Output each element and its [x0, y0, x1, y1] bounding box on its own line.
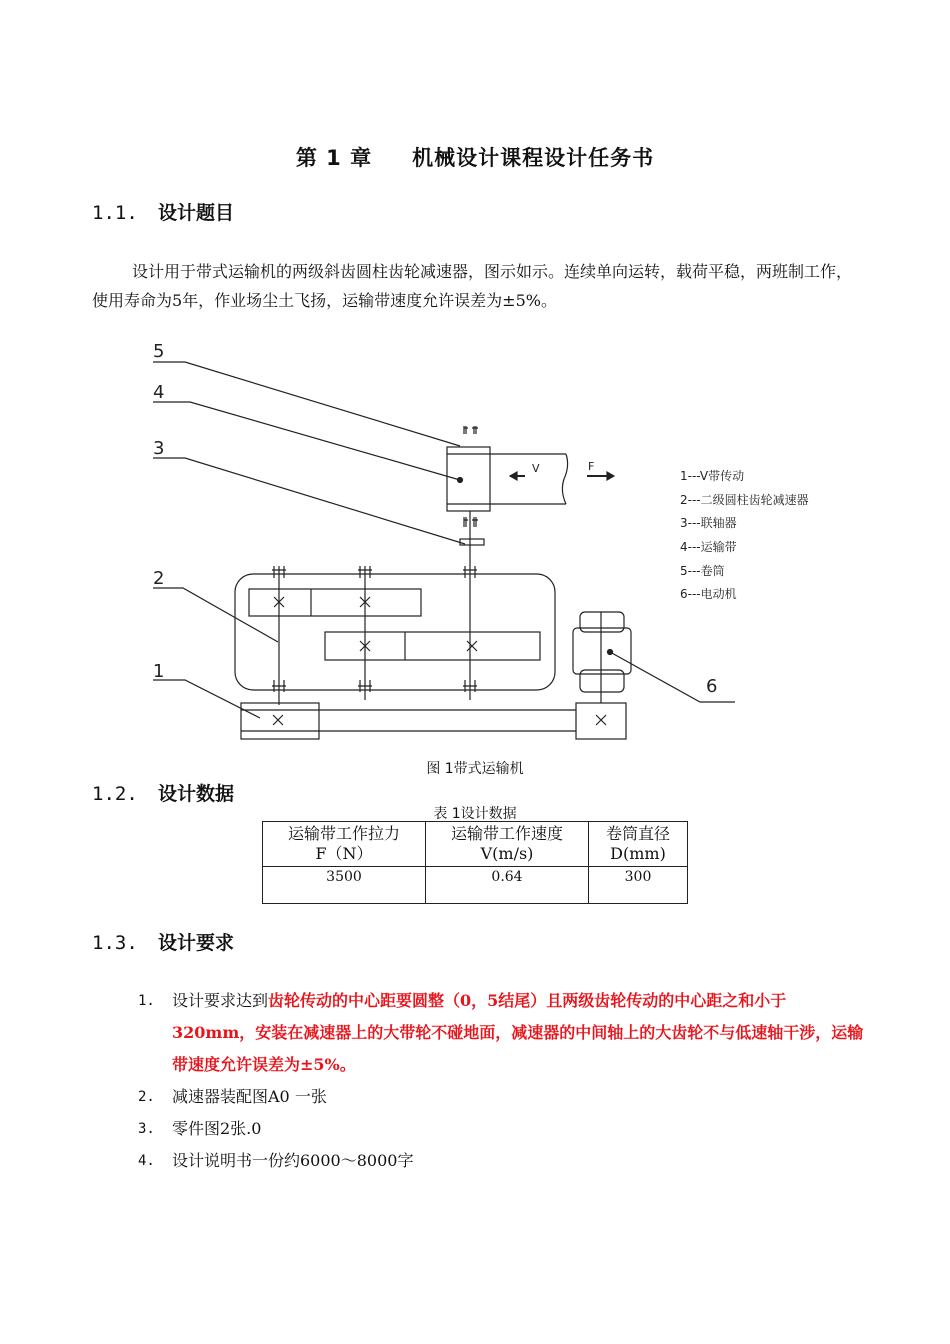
small-pulley	[576, 703, 626, 739]
highlighted-requirement: 齿轮传动的中心距要圆整（0，5结尾）且两级齿轮传动的中心距之和小于320mm，安装在减速器上的大带轮不碰地面，减速器的中间轴上的大齿轮不与低速轴干涉，运输带速度允许误差为±5%。	[172, 991, 864, 1074]
leader-3	[153, 458, 465, 544]
requirements-list	[92, 985, 864, 1177]
velocity-arrowhead	[510, 472, 517, 480]
motor-bottom	[580, 670, 624, 692]
table-cell: 300	[589, 867, 688, 904]
legend-item-5: 5---卷筒	[680, 564, 725, 578]
drum	[447, 447, 490, 511]
list-item: 1. 设计要求达到齿轮传动的中心距要圆整（0，5结尾）且两级齿轮传动的中心距之和小于320mm，安装在减速器上的大带轮不碰地面，减速器的中间轴上的大齿轮不与低速轴干涉，运输带速度允许误差为±5%。	[138, 991, 864, 1074]
callout-1: 1	[153, 661, 165, 682]
gear-pair-upper	[249, 589, 421, 616]
bearing-caps	[272, 570, 477, 686]
gear-cross-lower	[360, 641, 477, 651]
bearings-top	[274, 566, 475, 578]
gear-cross-upper	[274, 597, 370, 607]
drum-center	[458, 478, 463, 483]
section-heading-2	[92, 779, 234, 806]
section-title: 设计题目	[158, 202, 235, 224]
legend-item-6: 6---电动机	[680, 587, 737, 601]
list-item: 3. 零件图2张.0	[138, 1119, 262, 1138]
table-cell: 0.64	[426, 867, 589, 904]
table-header-cell: 运输带工作速度 V(m/s)	[426, 822, 589, 867]
chapter-label: 第 1 章	[295, 146, 373, 170]
callout-6: 6	[706, 676, 718, 697]
leader-2	[153, 588, 278, 642]
table-header-cell: 卷筒直径 D(mm)	[589, 822, 688, 867]
legend-item-2: 2---二级圆柱齿轮减速器	[680, 493, 809, 507]
chapter-heading	[0, 142, 950, 172]
section-paragraph: 设计用于带式运输机的两级斜齿圆柱齿轮减速器，图示如示。连续单向运转，载荷平稳，两班制工作，使用寿命为5年，作业场尘土飞扬，运输带速度允许误差为±5%。	[92, 262, 853, 310]
section-title: 设计数据	[158, 783, 235, 805]
figure-caption: 图 1带式运输机	[426, 761, 524, 777]
callout-2: 2	[153, 568, 165, 589]
list-item: 4. 设计说明书一份约6000～8000字	[138, 1151, 414, 1170]
legend-item-4: 4---运输带	[680, 540, 737, 554]
conveyor-diagram	[140, 335, 820, 755]
section-heading-1	[92, 198, 234, 225]
callout-5: 5	[153, 341, 165, 362]
leader-1	[153, 680, 260, 718]
table-caption: 表 1设计数据	[433, 806, 517, 822]
table-row	[263, 867, 688, 904]
leader-4	[153, 402, 460, 480]
legend-item-3: 3---联轴器	[680, 516, 737, 530]
gear-pair-lower	[325, 632, 540, 660]
force-arrowhead	[607, 472, 614, 480]
callout-4: 4	[153, 382, 165, 403]
legend-item-1: 1---V带传动	[680, 469, 745, 483]
belt-break	[562, 454, 567, 504]
table-header-row	[263, 822, 688, 867]
section-heading-3	[92, 928, 234, 955]
section-title: 设计要求	[158, 932, 235, 954]
section-number: 1.1.	[92, 202, 138, 224]
motor-top	[580, 612, 624, 632]
drum-bearing-top	[464, 426, 478, 434]
motor-center	[608, 650, 613, 655]
section-number: 1.2.	[92, 783, 138, 805]
large-pulley	[241, 703, 319, 739]
velocity-label: V	[532, 462, 540, 475]
section-number: 1.3.	[92, 932, 138, 954]
force-label: F	[588, 460, 595, 473]
coupling-upper	[464, 517, 478, 527]
pulley-cross-small	[596, 715, 606, 725]
pulley-cross-large	[273, 715, 283, 725]
table-cell: 3500	[263, 867, 426, 904]
motor-body	[573, 628, 631, 674]
list-item: 2. 减速器装配图A0 一张	[138, 1087, 327, 1106]
design-data-table	[262, 821, 688, 904]
chapter-title: 机械设计课程设计任务书	[412, 146, 655, 170]
table-header-cell: 运输带工作拉力 F（N）	[263, 822, 426, 867]
callout-3: 3	[153, 438, 165, 459]
